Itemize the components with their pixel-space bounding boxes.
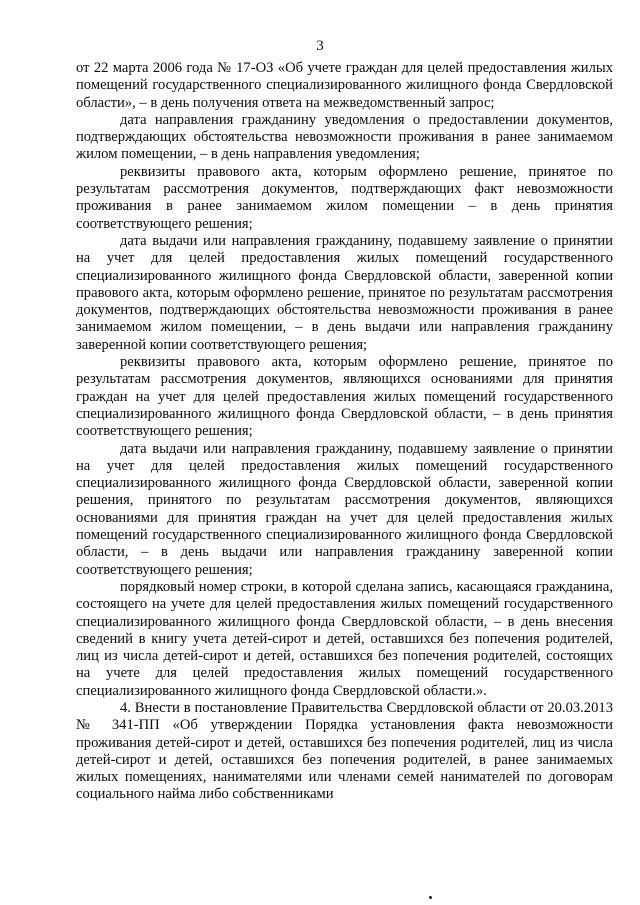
paragraph: порядковый номер строки, в которой сделана запись, касающаяся гражданина, состоящего на учете для целей предоставления жилых помещений государственного специализированного жилищного фонда Свердловской области, – в день внесения сведений в книгу учета детей-сирот и детей, оставшихся без попечения родителей, лиц из числа детей-сирот и детей, оставшихся без попечения родителей, состоящих на учете для целей предоставления жилых помещений государственного специализированного жилищного фонда Свердловской области.». — [76, 578, 613, 699]
paragraph: реквизиты правового акта, которым оформлено решение, принятое по результатам рассмотрения документов, являющихся основаниями для принятия граждан на учет для целей предоставления жилых помещений государственного специализированного жилищного фонда Свердловской области, – в день принятия соответствующего решения; — [76, 354, 613, 440]
paragraph: от 22 марта 2006 года № 17-ОЗ «Об учете граждан для целей предоставления жилых помещений государственного специализированного жилищного фонда Свердловской области», – в день получения ответа на межведомственный запрос; — [76, 60, 613, 111]
paragraph: дата направления гражданину уведомления о предоставлении документов, подтверждающих обстоятельства невозможности проживания в ранее занимаемом жилом помещении, – в день направления уведомления; — [76, 111, 613, 163]
paragraph: дата выдачи или направления гражданину, подавшему заявление о принятии на учет для целей предоставления жилых помещений государственного специализированного жилищного фонда Свердловской области, заверенной копии решения, принятого по результатам рассмотрения документов, являющихся основаниями для принятия граждан на учет для целей предоставления жилых помещений государственного специализированного жилищного фонда Свердловской области, – в день выдачи или направления гражданину заверенной копии соответствующего решения; — [76, 440, 613, 578]
paragraph: реквизиты правового акта, которым оформлено решение, принятое по результатам рассмотрения документов, подтверждающих факт невозможности проживания в ранее занимаемом жилом помещении – в день принятия соответствующего решения; — [76, 163, 613, 232]
paragraph: 4. Внести в постановление Правительства Свердловской области от 20.03.2013 № 341-ПП «Об утверждении Порядка установления факта невозможности проживания детей-сирот и детей, оставшихся без попечения родителей, лиц из числа детей-сирот и детей, оставшихся без попечения родителей, в ранее занимаемых жилых помещениях, нанимателями или членами семей нанимателей по договорам социального найма либо собственниками — [76, 699, 613, 803]
document-body — [76, 60, 613, 804]
scan-speck — [429, 896, 432, 899]
paragraph: дата выдачи или направления гражданину, подавшему заявление о принятии на учет для целей предоставления жилых помещений государственного специализированного жилищного фонда Свердловской области, заверенной копии правового акта, которым оформлено решение, принятое по результатам рассмотрения документов, подтверждающих обстоятельства невозможности проживания в ранее занимаемом жилом помещении, – в день выдачи или направления гражданину заверенной копии соответствующего решения; — [76, 232, 613, 353]
page-number: 3 — [316, 38, 324, 54]
